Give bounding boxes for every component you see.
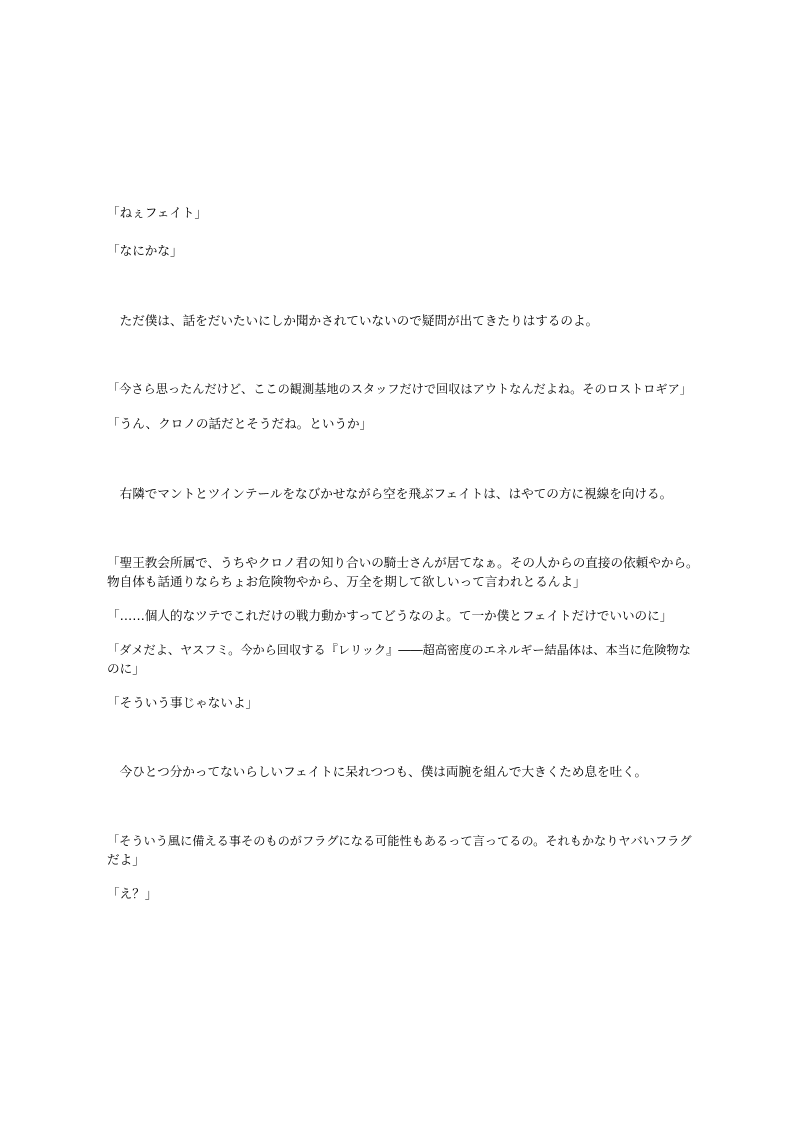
dialogue-line: 「そういう風に備える事そのものがフラグになる可能性もあるって言ってるの。それもかなりヤバいフラグ [107, 834, 692, 848]
narration-line: 右隣でマントとツインテールをなびかせながら空を飛ぶフェイトは、はやての方に視線を向ける。 [107, 486, 673, 501]
dialogue-line: 「え？」 [107, 886, 158, 901]
narration-line: ただ僕は、話をだいたいにしか聞かされていないので疑問が出てきたりはするのよ。 [107, 313, 599, 328]
narration-line: 今ひとつ分かってないらしいフェイトに呆れつつも、僕は両腕を組んで大きくため息を吐く。 [107, 764, 648, 779]
dialogue-line: 「ねぇフェイト」 [107, 205, 208, 220]
dialogue-line: 「そういう事じゃないよ」 [107, 695, 259, 710]
dialogue-line: 「……個人的なツテでこれだけの戦力動かすってどうなのよ。て一か僕とフェイトだけでいいのに」 [107, 608, 673, 623]
dialogue-line: 「聖王教会所属で、うちやクロノ君の知り合いの騎士さんが居てなぁ。その人からの直接の依頼やから。 [107, 555, 699, 570]
dialogue-line-continued: のに」 [107, 661, 145, 676]
dialogue-line: 「なにかな」 [107, 243, 183, 258]
dialogue-line: 「今さら思ったんだけど、ここの観測基地のスタッフだけで回収はアウトなんだよね。そのロストロギア」 [107, 382, 692, 396]
dialogue-line-continued: 物自体も話通りならちょお危険物やから、万全を期して欲しいって言われとるんよ」 [107, 574, 586, 589]
dialogue-line: 「うん、クロノの話だとそうだね。というか」 [107, 416, 373, 431]
dialogue-line-continued: だよ」 [107, 852, 145, 867]
dialogue-line: 「ダメだよ、ヤスフミ。今から回収する『レリック』――超高密度のエネルギー結晶体は、本当に危険物な [107, 643, 691, 657]
